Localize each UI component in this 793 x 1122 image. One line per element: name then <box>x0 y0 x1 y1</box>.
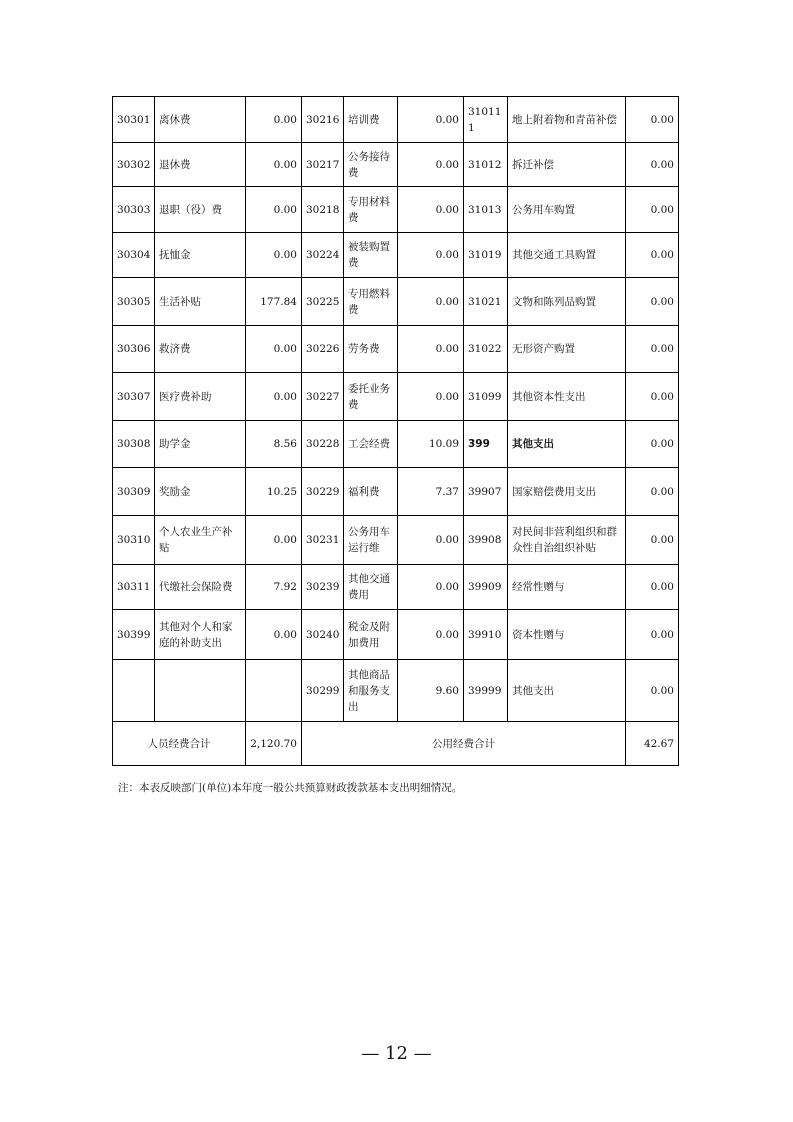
personnel-total-value: 2,120.70 <box>246 722 302 766</box>
name-col1: 个人农业生产补贴 <box>155 516 246 565</box>
code-col2: 30226 <box>302 326 344 373</box>
code-col1 <box>113 660 155 722</box>
name-col3: 公务用车购置 <box>508 187 626 233</box>
name-col2: 专用材料费 <box>344 187 398 233</box>
value-col1: 177.84 <box>246 278 302 326</box>
value-col1: 0.00 <box>246 143 302 187</box>
value-col3: 0.00 <box>626 516 679 565</box>
name-col1: 离休费 <box>155 97 246 143</box>
page-number: — 12 — <box>361 1043 432 1064</box>
code-col3: 39909 <box>464 565 508 610</box>
code-col3: 31012 <box>464 143 508 187</box>
value-col2: 0.00 <box>398 143 464 187</box>
value-col1: 0.00 <box>246 233 302 278</box>
table-row <box>113 97 679 143</box>
code-col3: 31019 <box>464 233 508 278</box>
name-col1: 救济费 <box>155 326 246 373</box>
name-col2: 税金及附加费用 <box>344 610 398 660</box>
value-col3: 0.00 <box>626 373 679 421</box>
value-col2: 0.00 <box>398 610 464 660</box>
code-col3: 31099 <box>464 373 508 421</box>
expenditure-detail-table <box>112 96 679 766</box>
code-col1: 30301 <box>113 97 155 143</box>
value-col2: 0.00 <box>398 278 464 326</box>
code-col1: 30309 <box>113 468 155 516</box>
code-col2: 30225 <box>302 278 344 326</box>
code-col1: 30302 <box>113 143 155 187</box>
name-col1: 其他对个人和家庭的补助支出 <box>155 610 246 660</box>
table-row <box>113 373 679 421</box>
value-col2: 0.00 <box>398 565 464 610</box>
name-col2: 专用燃料费 <box>344 278 398 326</box>
value-col1: 8.56 <box>246 421 302 468</box>
value-col2: 7.37 <box>398 468 464 516</box>
code-col2: 30231 <box>302 516 344 565</box>
code-col2: 30218 <box>302 187 344 233</box>
value-col2: 0.00 <box>398 326 464 373</box>
code-col2: 30217 <box>302 143 344 187</box>
code-col3: 39907 <box>464 468 508 516</box>
value-col3: 0.00 <box>626 187 679 233</box>
value-col3: 0.00 <box>626 97 679 143</box>
name-col1: 助学金 <box>155 421 246 468</box>
value-col1: 0.00 <box>246 516 302 565</box>
name-col2: 福利费 <box>344 468 398 516</box>
name-col3: 对民间非营利组织和群众性自治组织补贴 <box>508 516 626 565</box>
name-col1: 抚恤金 <box>155 233 246 278</box>
code-col3: 31011 1 <box>464 97 508 143</box>
value-col1: 0.00 <box>246 97 302 143</box>
code-col2: 30240 <box>302 610 344 660</box>
table-row <box>113 326 679 373</box>
table-row <box>113 516 679 565</box>
code-col1: 30399 <box>113 610 155 660</box>
code-col1: 30310 <box>113 516 155 565</box>
table-note: 注：本表反映部门(单位)本年度一般公共预算财政拨款基本支出明细情况。 <box>118 782 463 794</box>
name-col3: 资本性赠与 <box>508 610 626 660</box>
code-col3: 39999 <box>464 660 508 722</box>
code-col2: 30224 <box>302 233 344 278</box>
value-col3: 0.00 <box>626 326 679 373</box>
name-col2: 劳务费 <box>344 326 398 373</box>
name-col2: 公务用车运行维 <box>344 516 398 565</box>
name-col3: 地上附着物和青苗补偿 <box>508 97 626 143</box>
value-col3: 0.00 <box>626 143 679 187</box>
code-col3: 39910 <box>464 610 508 660</box>
value-col1: 0.00 <box>246 326 302 373</box>
name-col2: 其他商品和服务支出 <box>344 660 398 722</box>
code-col2: 30229 <box>302 468 344 516</box>
name-col3: 其他交通工具购置 <box>508 233 626 278</box>
value-col2: 0.00 <box>398 187 464 233</box>
name-col2: 培训费 <box>344 97 398 143</box>
value-col3: 0.00 <box>626 468 679 516</box>
value-col2: 0.00 <box>398 373 464 421</box>
code-col3: 31013 <box>464 187 508 233</box>
value-col2: 0.00 <box>398 97 464 143</box>
name-col1: 生活补贴 <box>155 278 246 326</box>
code-col2: 30239 <box>302 565 344 610</box>
code-col1: 30306 <box>113 326 155 373</box>
name-col1: 退休费 <box>155 143 246 187</box>
name-col2: 工会经费 <box>344 421 398 468</box>
code-col1: 30303 <box>113 187 155 233</box>
code-col2: 30227 <box>302 373 344 421</box>
personnel-total-label: 人员经费合计 <box>113 722 246 766</box>
name-col1: 退职（役）费 <box>155 187 246 233</box>
public-total-value: 42.67 <box>626 722 679 766</box>
value-col1: 0.00 <box>246 610 302 660</box>
value-col1: 0.00 <box>246 187 302 233</box>
table-row <box>113 187 679 233</box>
code-col1: 30304 <box>113 233 155 278</box>
value-col1 <box>246 660 302 722</box>
table-row <box>113 421 679 468</box>
name-col1: 医疗费补助 <box>155 373 246 421</box>
code-col2: 30216 <box>302 97 344 143</box>
value-col2: 0.00 <box>398 233 464 278</box>
value-col3: 0.00 <box>626 233 679 278</box>
value-col2: 10.09 <box>398 421 464 468</box>
value-col1: 0.00 <box>246 373 302 421</box>
table-row <box>113 468 679 516</box>
name-col2: 委托业务费 <box>344 373 398 421</box>
value-col3: 0.00 <box>626 565 679 610</box>
table-row <box>113 610 679 660</box>
code-col3: 31021 <box>464 278 508 326</box>
value-col3: 0.00 <box>626 610 679 660</box>
value-col3: 0.00 <box>626 421 679 468</box>
name-col3: 经常性赠与 <box>508 565 626 610</box>
name-col1 <box>155 660 246 722</box>
code-col1: 30311 <box>113 565 155 610</box>
table-row <box>113 565 679 610</box>
name-col3: 无形资产购置 <box>508 326 626 373</box>
code-col3: 39908 <box>464 516 508 565</box>
name-col2: 公务接待费 <box>344 143 398 187</box>
table-row <box>113 233 679 278</box>
public-total-label: 公用经费合计 <box>302 722 626 766</box>
name-col2: 被装购置费 <box>344 233 398 278</box>
name-col3: 其他支出 <box>508 421 626 468</box>
value-col1: 10.25 <box>246 468 302 516</box>
value-col3: 0.00 <box>626 278 679 326</box>
name-col3: 文物和陈列品购置 <box>508 278 626 326</box>
value-col2: 0.00 <box>398 516 464 565</box>
table-row <box>113 660 679 722</box>
name-col2: 其他交通费用 <box>344 565 398 610</box>
name-col1: 代缴社会保险费 <box>155 565 246 610</box>
table-row <box>113 143 679 187</box>
name-col3: 拆迁补偿 <box>508 143 626 187</box>
value-col3: 0.00 <box>626 660 679 722</box>
name-col3: 国家赔偿费用支出 <box>508 468 626 516</box>
code-col1: 30307 <box>113 373 155 421</box>
table-row <box>113 278 679 326</box>
code-col3: 399 <box>464 421 508 468</box>
code-col1: 30308 <box>113 421 155 468</box>
code-col2: 30228 <box>302 421 344 468</box>
totals-row <box>113 722 679 766</box>
value-col2: 9.60 <box>398 660 464 722</box>
value-col1: 7.92 <box>246 565 302 610</box>
code-col2: 30299 <box>302 660 344 722</box>
name-col1: 奖励金 <box>155 468 246 516</box>
code-col1: 30305 <box>113 278 155 326</box>
name-col3: 其他支出 <box>508 660 626 722</box>
name-col3: 其他资本性支出 <box>508 373 626 421</box>
code-col3: 31022 <box>464 326 508 373</box>
